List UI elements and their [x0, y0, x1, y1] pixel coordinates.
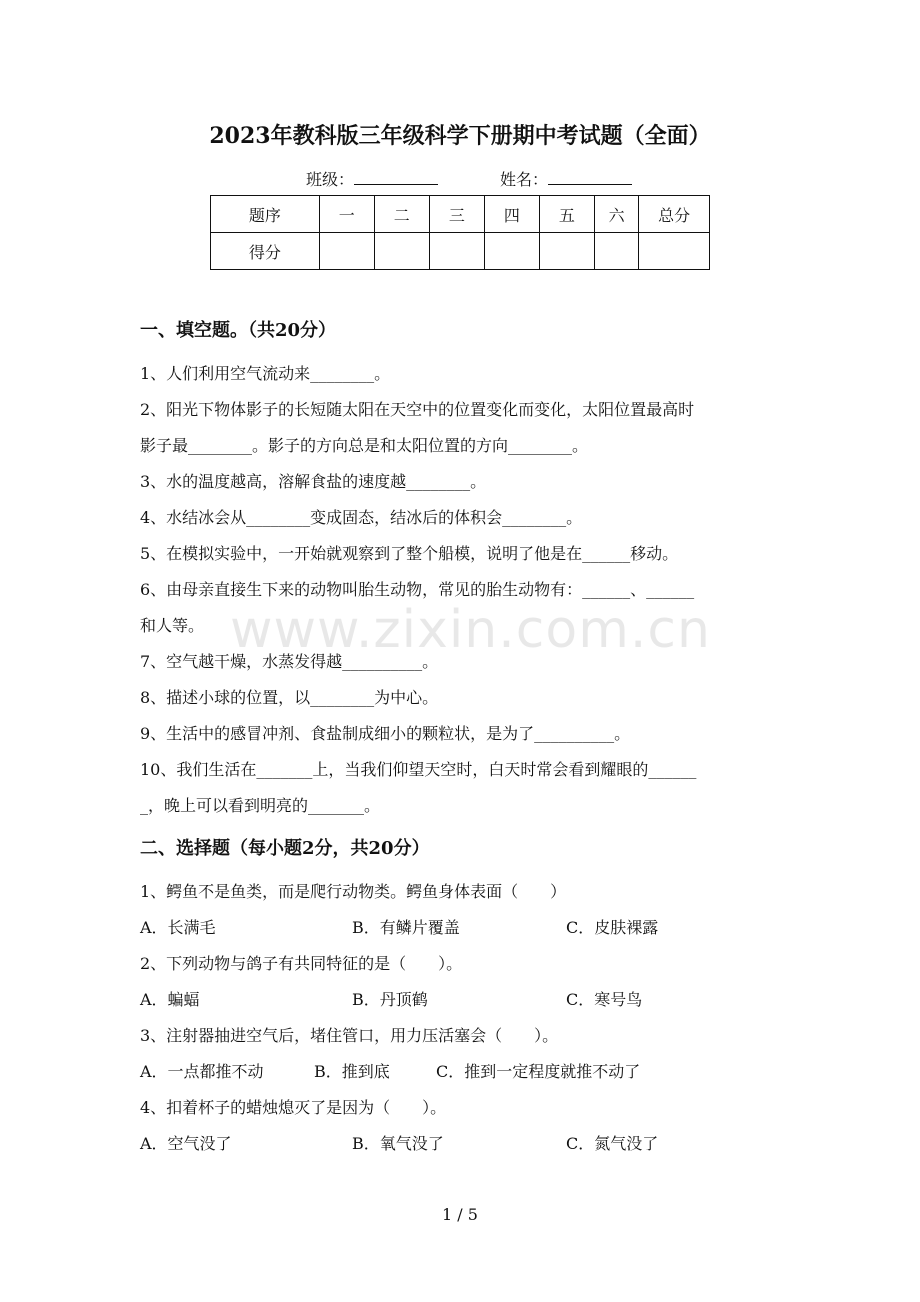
score-cell[interactable]: [639, 233, 710, 270]
score-cell[interactable]: [484, 233, 539, 270]
question-line: 1、人们利用空气流动来________。: [140, 364, 391, 383]
score-table-header-row: [211, 196, 710, 233]
score-row-label: 得分: [211, 233, 320, 270]
option-a[interactable]: A．长满毛: [140, 918, 216, 937]
question-line: 8、描述小球的位置，以________为中心。: [140, 688, 439, 707]
question-line: 3、水的温度越高，溶解食盐的速度越________。: [140, 472, 487, 491]
option-c[interactable]: C．推到一定程度就推不动了: [436, 1062, 641, 1081]
score-header-cell: 一: [319, 196, 374, 233]
name-label: 姓名：: [500, 170, 549, 189]
score-header-cell: 五: [539, 196, 594, 233]
choice-question: 2、下列动物与鸽子有共同特征的是（ ）。: [140, 954, 463, 973]
score-cell[interactable]: [319, 233, 374, 270]
option-c[interactable]: C．皮肤裸露: [566, 918, 659, 937]
question-line: 6、由母亲直接生下来的动物叫胎生动物，常见的胎生动物有：______、______: [140, 580, 695, 599]
score-header-cell: 四: [484, 196, 539, 233]
question-line: 影子最________。影子的方向总是和太阳位置的方向________。: [140, 436, 589, 455]
option-b[interactable]: B．丹顶鹤: [352, 990, 428, 1009]
watermark: www.zixin.com.cn: [230, 600, 711, 660]
option-b[interactable]: B．氧气没了: [352, 1134, 444, 1153]
score-header-cell: 题序: [211, 196, 320, 233]
question-line: 9、生活中的感冒冲剂、食盐制成细小的颗粒状，是为了__________。: [140, 724, 631, 743]
question-line: 和人等。: [140, 616, 205, 635]
question-line: _，晚上可以看到明亮的_______。: [140, 796, 381, 815]
class-blank[interactable]: [354, 166, 438, 185]
option-a[interactable]: A．一点都推不动: [140, 1062, 264, 1081]
class-label: 班级：: [306, 170, 355, 189]
question-line: 5、在模拟实验中，一开始就观察到了整个船模，说明了他是在______移动。: [140, 544, 679, 563]
choice-question: 1、鳄鱼不是鱼类，而是爬行动物类。鳄鱼身体表面（ ）: [140, 882, 567, 901]
name-field: [500, 166, 632, 193]
score-table-score-row: [211, 233, 710, 270]
score-header-cell: 六: [594, 196, 638, 233]
question-line: 10、我们生活在_______上，当我们仰望天空时，白天时常会看到耀眼的______: [140, 760, 697, 779]
score-header-cell: 二: [374, 196, 429, 233]
score-header-cell: 三: [429, 196, 484, 233]
score-cell[interactable]: [594, 233, 638, 270]
score-cell[interactable]: [429, 233, 484, 270]
choice-question: 3、注射器抽进空气后，堵住管口，用力压活塞会（ ）。: [140, 1026, 559, 1045]
option-b[interactable]: B．推到底: [314, 1062, 390, 1081]
score-cell[interactable]: [539, 233, 594, 270]
choice-question: 4、扣着杯子的蜡烛熄灭了是因为（ ）。: [140, 1098, 447, 1117]
name-blank[interactable]: [548, 166, 632, 185]
score-cell[interactable]: [374, 233, 429, 270]
score-table: [210, 195, 710, 270]
class-field: [306, 166, 438, 193]
question-line: 7、空气越干燥，水蒸发得越__________。: [140, 652, 439, 671]
exam-title: 2023年教科版三年级科学下册期中考试题（全面）: [209, 123, 711, 149]
section-2-heading: 二、选择题（每小题2分，共20分）: [140, 838, 430, 859]
section-1-heading: 一、填空题。（共20分）: [140, 320, 337, 341]
score-header-cell: 总分: [639, 196, 710, 233]
option-c[interactable]: C．寒号鸟: [566, 990, 643, 1009]
option-c[interactable]: C．氮气没了: [566, 1134, 659, 1153]
page-number: 1 / 5: [442, 1205, 478, 1224]
question-line: 2、阳光下物体影子的长短随太阳在天空中的位置变化而变化，太阳位置最高时: [140, 400, 695, 419]
option-b[interactable]: B．有鳞片覆盖: [352, 918, 460, 937]
option-a[interactable]: A．蝙蝠: [140, 990, 200, 1009]
question-line: 4、水结冰会从________变成固态，结冰后的体积会________。: [140, 508, 583, 527]
option-a[interactable]: A．空气没了: [140, 1134, 232, 1153]
